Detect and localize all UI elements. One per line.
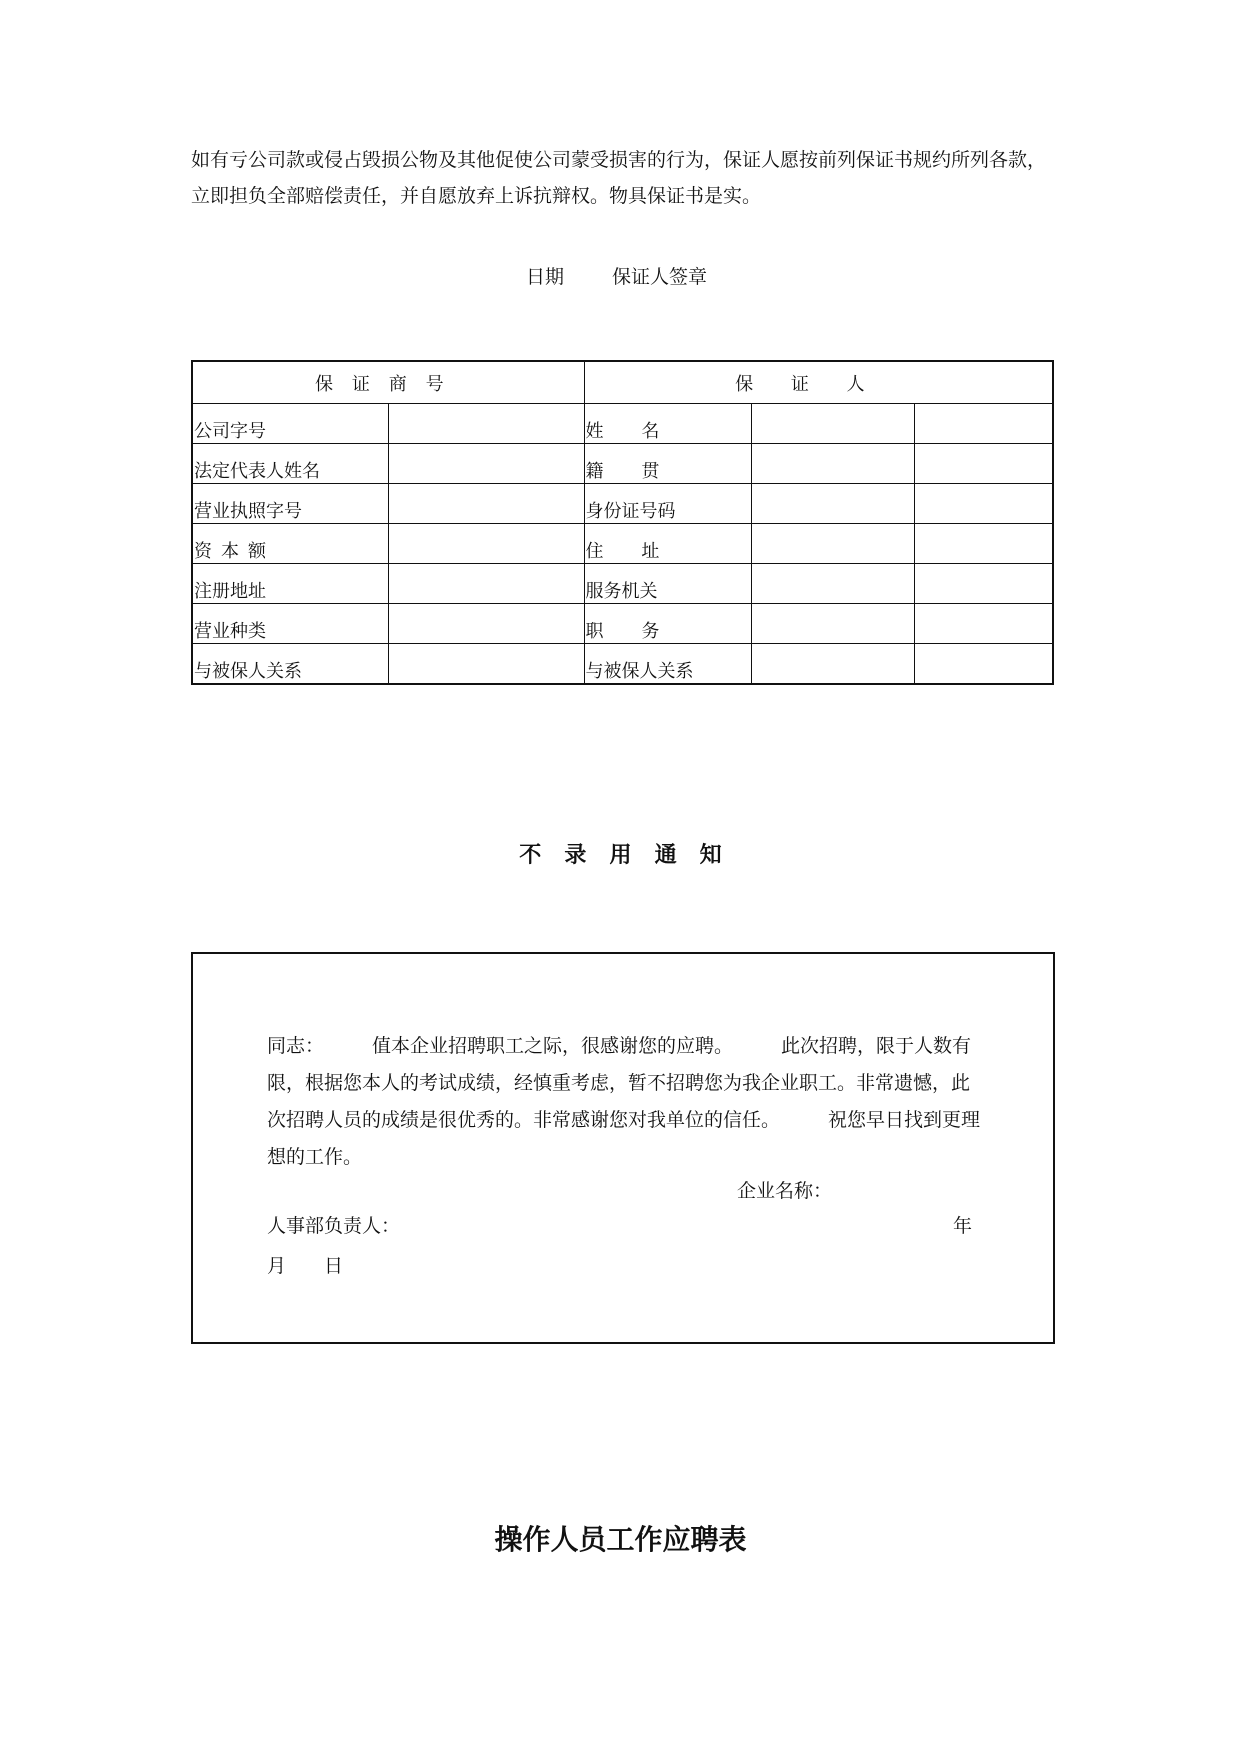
day-label: 日 — [324, 1255, 344, 1277]
company-name-label: 企业名称： — [737, 1180, 833, 1202]
native-place-label: 籍贯 — [584, 444, 751, 484]
employer-value[interactable] — [751, 564, 914, 604]
registered-address-value[interactable] — [388, 564, 584, 604]
guarantor-relation-label: 与被保人关系 — [584, 644, 751, 685]
application-form-title: 操作人员工作应聘表 — [494, 1523, 747, 1556]
table-row — [192, 404, 1053, 444]
address-label: 住址 — [584, 524, 751, 564]
native-place-value[interactable] — [751, 444, 914, 484]
employer-extra[interactable] — [914, 564, 1053, 604]
guarantee-paragraph: 如有亏公司款或侵占毁损公物及其他促使公司蒙受损害的行为，保证人愿按前列保证书规约所列各款，立即担负全部赔偿责任，并自愿放弃上诉抗辩权。物具保证书是实。 — [191, 149, 1047, 207]
license-number-value[interactable] — [388, 484, 584, 524]
business-type-label: 营业种类 — [192, 604, 388, 644]
table-row — [192, 484, 1053, 524]
notice-sentence-reason: 此次招聘，限于人数有限，根据您本人的考试成绩，经慎重考虑，暂不招聘您为我企业职工。非常遗憾，此次招聘人员的成绩是很优秀的。非常感谢您对我单位的信任。 — [267, 1035, 972, 1131]
rejection-notice-title: 不录用通知 — [519, 843, 745, 868]
table-row — [192, 444, 1053, 484]
hr-signature-line — [267, 1211, 972, 1238]
capital-value[interactable] — [388, 524, 584, 564]
id-number-value[interactable] — [751, 484, 914, 524]
guarantor-name-value[interactable] — [751, 404, 914, 444]
table-row — [192, 564, 1053, 604]
notice-sentence-wish: 祝您早日找到更理想的工作。 — [267, 1109, 981, 1168]
guarantor-header: 保证人 — [584, 361, 1053, 404]
guarantor-name-extra[interactable] — [914, 404, 1053, 444]
registered-address-label: 注册地址 — [192, 564, 388, 604]
capital-label: 资本额 — [192, 524, 388, 564]
guarantee-table — [191, 360, 1054, 685]
guarantor-relation-extra[interactable] — [914, 644, 1053, 685]
address-value[interactable] — [751, 524, 914, 564]
year-label: 年 — [952, 1215, 972, 1237]
table-row — [192, 604, 1053, 644]
guarantor-name-label: 姓名 — [584, 404, 751, 444]
notice-body — [267, 1028, 982, 1176]
company-relation-value[interactable] — [388, 644, 584, 685]
notice-salutation: 同志： — [267, 1035, 325, 1057]
table-header-row — [192, 361, 1053, 404]
employer-label: 服务机关 — [584, 564, 751, 604]
table-row — [192, 644, 1053, 685]
position-value[interactable] — [751, 604, 914, 644]
date-label: 日期 — [526, 266, 565, 288]
legal-rep-label: 法定代表人姓名 — [192, 444, 388, 484]
hr-manager-label: 人事部负责人： — [267, 1215, 401, 1237]
month-label: 月 — [267, 1255, 287, 1277]
notice-date-line — [267, 1251, 343, 1278]
position-extra[interactable] — [914, 604, 1053, 644]
notice-sentence-thanks: 值本企业招聘职工之际，很感谢您的应聘。 — [372, 1035, 734, 1057]
company-name-value[interactable] — [388, 404, 584, 444]
native-place-extra[interactable] — [914, 444, 1053, 484]
position-label: 职务 — [584, 604, 751, 644]
rejection-notice-box — [191, 952, 1055, 1344]
company-relation-label: 与被保人关系 — [192, 644, 388, 685]
company-name-label: 公司字号 — [192, 404, 388, 444]
guarantor-signature-label: 保证人签章 — [612, 266, 708, 288]
license-number-label: 营业执照字号 — [192, 484, 388, 524]
table-row — [192, 524, 1053, 564]
guarantee-sign-line — [526, 262, 707, 289]
business-type-value[interactable] — [388, 604, 584, 644]
id-number-extra[interactable] — [914, 484, 1053, 524]
address-extra[interactable] — [914, 524, 1053, 564]
id-number-label: 身份证号码 — [584, 484, 751, 524]
legal-rep-value[interactable] — [388, 444, 584, 484]
guarantee-company-header: 保证商号 — [192, 361, 584, 404]
guarantor-relation-value[interactable] — [751, 644, 914, 685]
